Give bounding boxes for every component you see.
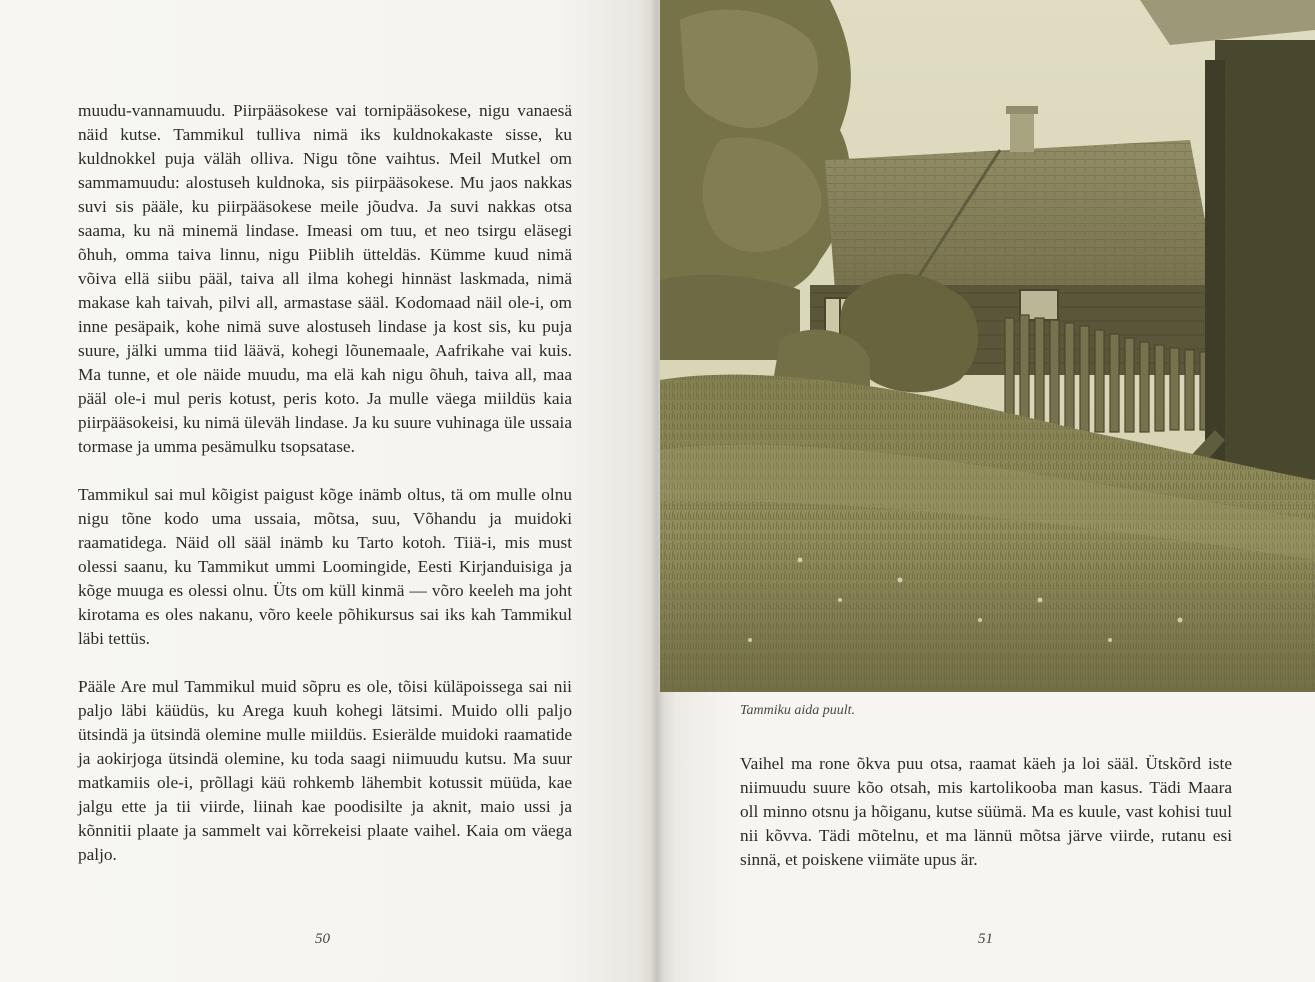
paragraph: Pääle Are mul Tammikul muid sõpru es ole, tõisi küläpoissega sai nii paljo läbi käüdüs, ku Arega kuuh kohegi lätsimi. Muido olli paljo ütsindä ja ütsindä olemine mulle miildüs. Esierälde muidoki raamatide ja aokirjoga ütsindä olemine, ku toda saagi niimuudu kutsu. Ma suur matkamiis ole-i, prõllagi käü rohkemb lähembit kotussit müüda, kae jalgu ette ja tii viirde, liinah kae poodisilte ja aknit, maio ussi ja kõnnitii plaate ja sammelt vai kõrrekeisi plaate vaihel. Kaia om väega paljo. bbox=[78, 677, 572, 864]
right-page-text bbox=[740, 752, 1232, 872]
paragraph: Vaihel ma rone õkva puu otsa, raamat käeh ja loi sääl. Ütskõrd iste niimuudu suure kõo otsah, mis kartolikooba man kasus. Tädi Maara oll minno otsnu ja hõiganu, kutse süümä. Ma es kuule, vast kohisi tuul nii kõvva. Tädi mõtelnu, et ma lännü mõtsa järve viirde, rutanu esi sinnä, et poiskene viimäte upus är. bbox=[740, 754, 1232, 869]
left-page-text bbox=[78, 99, 572, 867]
left-page bbox=[0, 0, 657, 982]
photo-caption: Tammiku aida puult. bbox=[740, 703, 855, 718]
paragraph: Tammikul sai mul kõigist paigust kõge inämb oltus, tä om mulle olnu nigu tõne kodo uma ussaia, mõtsa, suu, Võhandu ja muidoki raamatidega. Näid oll sääl inämb ku Tarto kotoh. Tiiä-i, mis must olessi saanu, ku Tammikut ummi Loomingide, Eesti Kirjanduisiga ja kõge muuga es olessi olnu. Üts om küll kinmä — võro keeleh ma joht kirotama es oles nakanu, võro keele põhikursus sai iks kah Tammikul läbi tettüs. bbox=[78, 485, 572, 648]
page-number-right: 51 bbox=[978, 931, 993, 947]
farmhouse-photo bbox=[660, 0, 1315, 692]
paragraph: muudu-vannamuudu. Piirpääsokese vai tornipääsokese, nigu vanaesä näid kutse. Tammikul tulliva nimä iks kuldnokakaste sisse, ku kuldnokkel puja väläh olliva. Nigu tõne vaihtus. Meil Mutkel om sammamuudu: alostuseh kuldnoka, sis piirpääsokese. Mu jaos nakkas suvi sis pääle, ku piirpääsokese meile jõudva. Ja suvi nakkas otsa saama, ku nä minemä lindase. Imeasi om tuu, et neo tsirgu eläsegi õhuh, omma taiva linnu, nigu Piiblih ütteldäs. Kümme kuud nimä võiva ellä siibu pääl, taiva all ilma kohegi hinnäst laskmada, nimä makase kah taivah, pilvi all, armastase sääl. Kodomaad näil ole-i, om inne pesäpaik, kohe nimä suve alostuseh lindase ja kost sis, ku puja suure, jälki umma tiid läävä, kohegi lõunemaale, Aafrikahe vai kuis. Ma tunne, et ole näide muudu, ma elä kah nigu õhuh, taiva all, maa pääl ole-i mul peris kotust, peris koto. Ja mulle väega miildüs kaia piirpääsokeisi, ku nimä üleväh lindase. Ja ku suure vuhinaga üle ussaia tormase ja umma pesämulku tsopsatase. bbox=[78, 101, 572, 456]
page-number-left: 50 bbox=[315, 931, 330, 947]
